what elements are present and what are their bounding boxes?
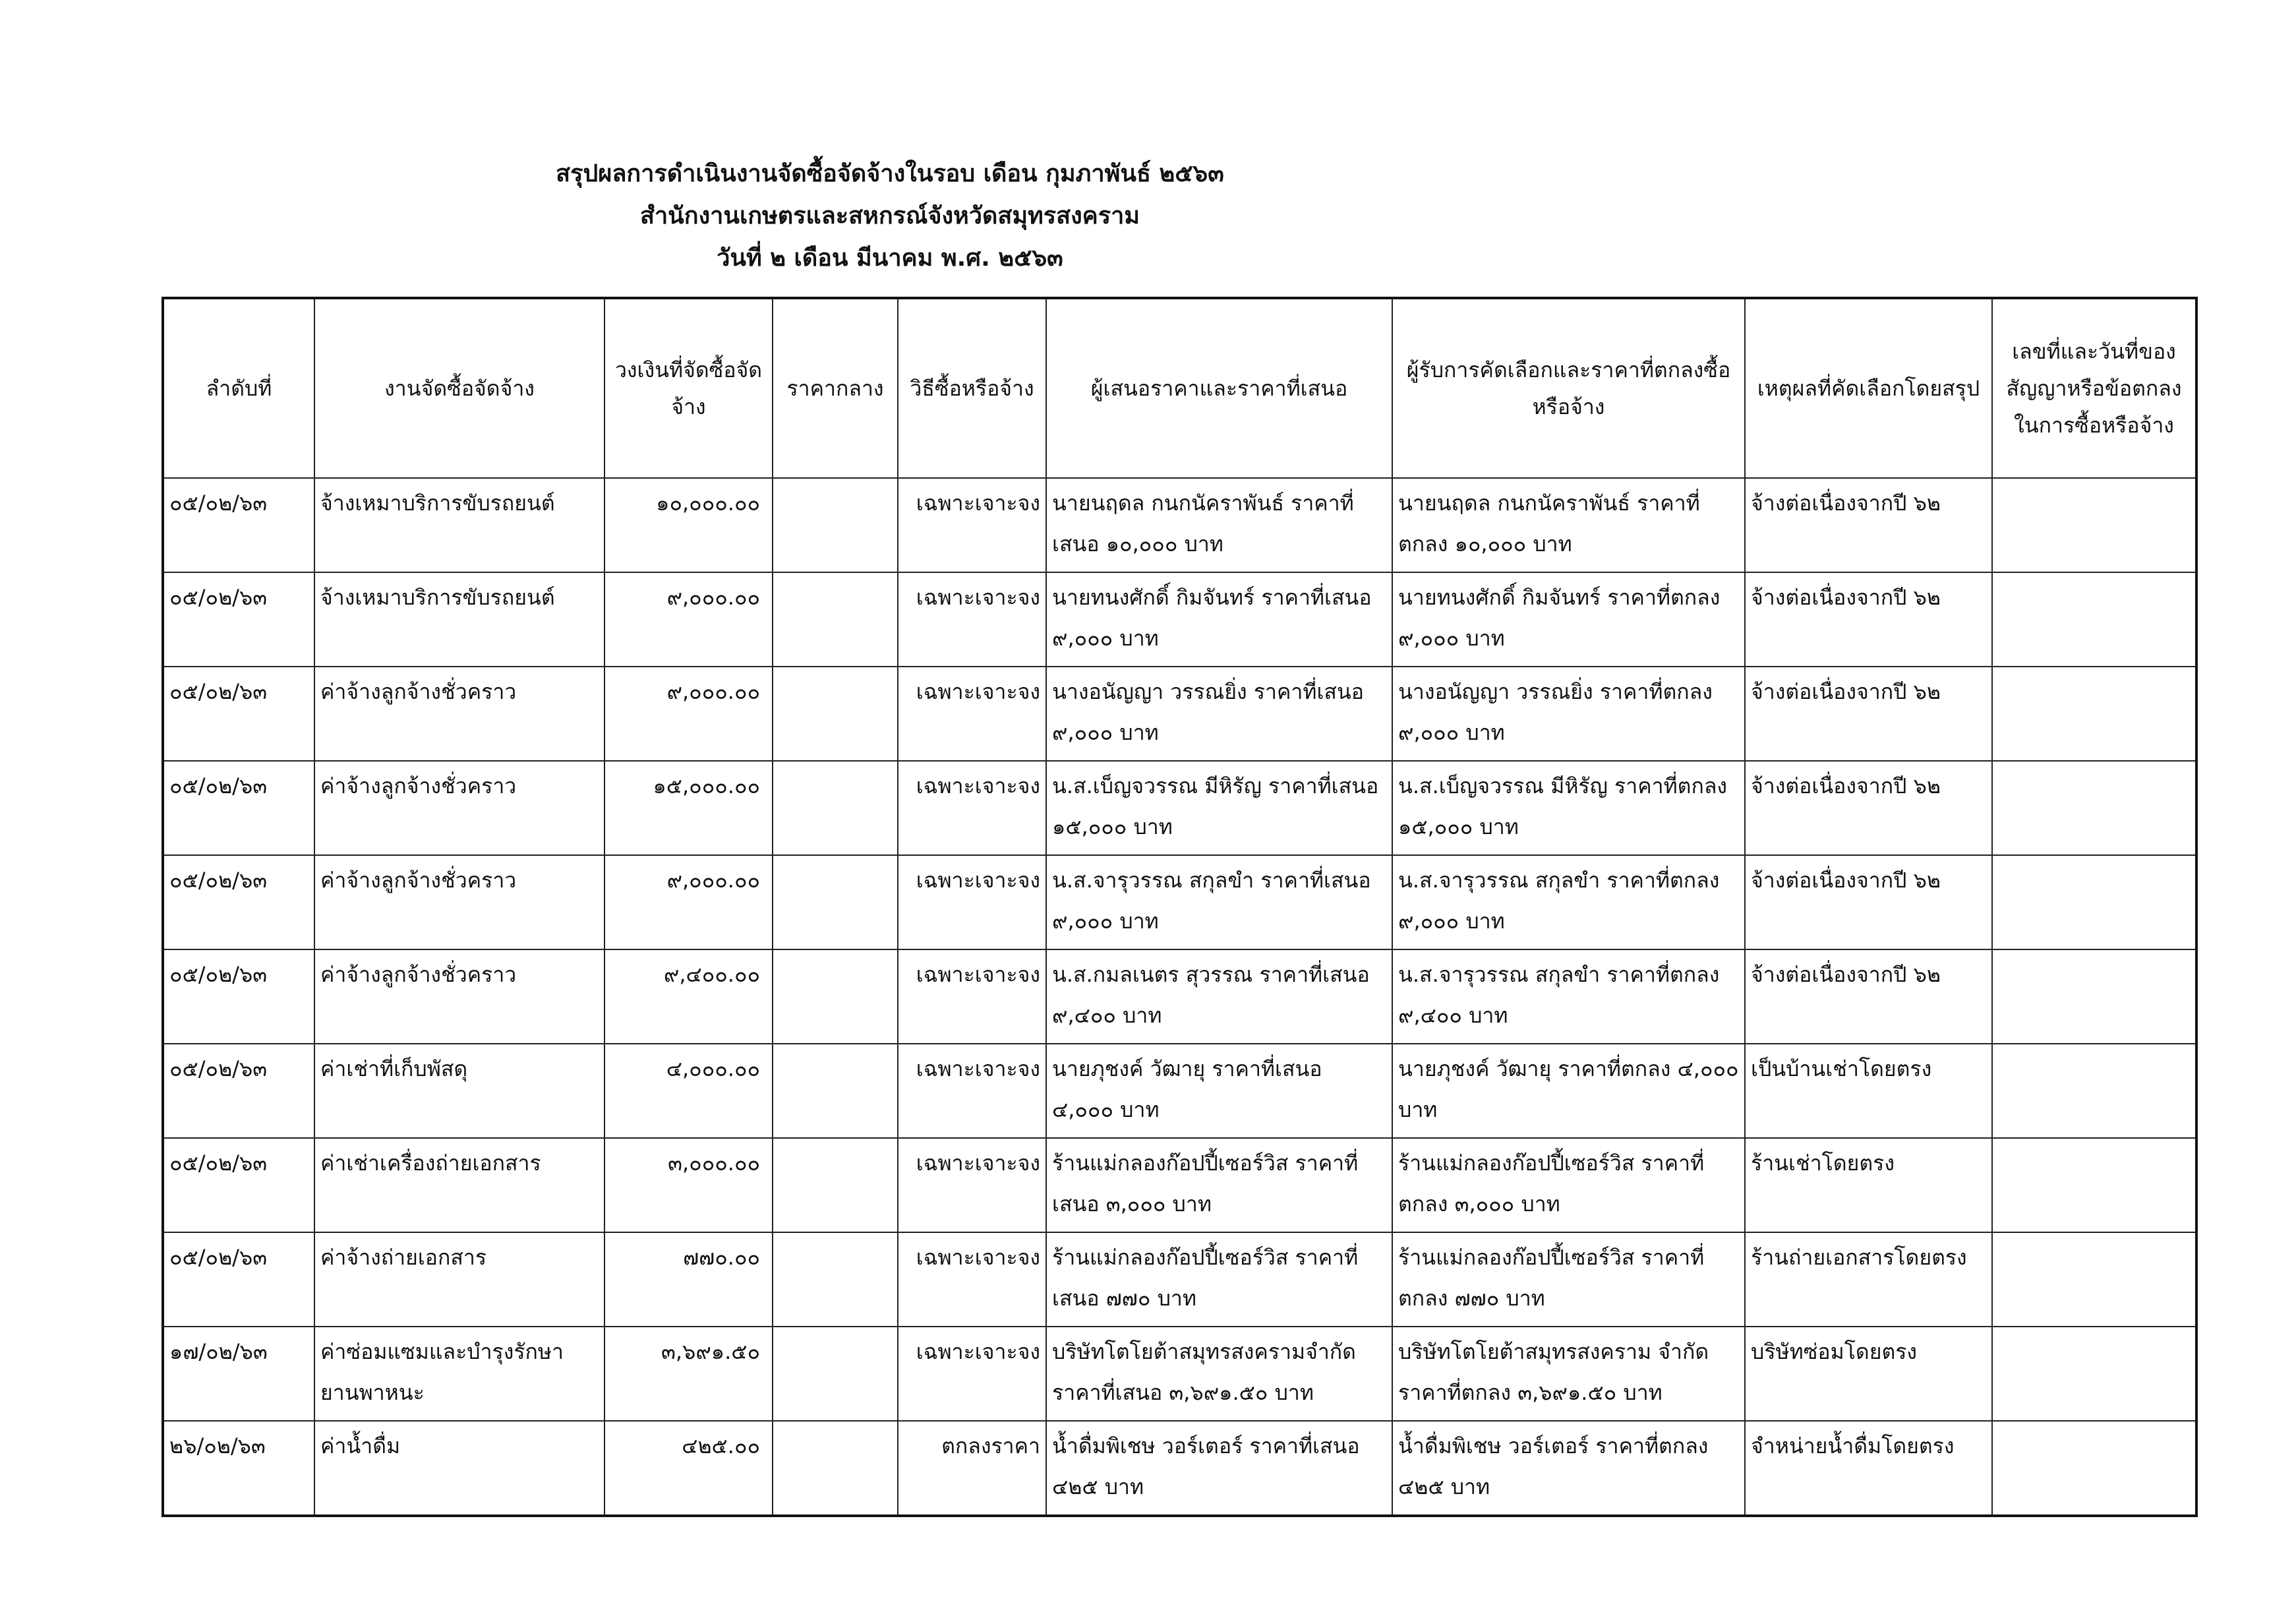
cell-bidder: น.ส.เบ็ญจวรรณ มีหิรัญ ราคาที่เสนอ ๑๕,๐๐๐ บาท — [1046, 761, 1392, 855]
cell-selected: น.ส.เบ็ญจวรรณ มีหิรัญ ราคาที่ตกลง ๑๕,๐๐๐ บาท — [1392, 761, 1745, 855]
cell-date: ๐๕/๐๒/๖๓ — [163, 1138, 314, 1232]
title-line-3: วันที่ ๒ เดือน มีนาคม พ.ศ. ๒๕๖๓ — [717, 245, 1063, 272]
table-row — [163, 1327, 2196, 1421]
cell-median-price — [773, 572, 898, 667]
cell-contract — [1992, 1327, 2196, 1421]
table-row — [163, 1232, 2196, 1327]
cell-contract — [1992, 667, 2196, 761]
cell-date: ๐๕/๐๒/๖๓ — [163, 949, 314, 1044]
cell-contract — [1992, 855, 2196, 949]
header-selected: ผู้รับการคัดเลือกและราคาที่ตกลงซื้อหรือจ้าง — [1392, 298, 1745, 478]
cell-reason: จำหน่ายน้ำดื่มโดยตรง — [1745, 1421, 1992, 1516]
cell-method: เฉพาะเจาะจง — [898, 761, 1046, 855]
cell-bidder: น.ส.กมลเนตร สุวรรณ ราคาที่เสนอ ๙,๔๐๐ บาท — [1046, 949, 1392, 1044]
cell-bidder: ร้านแม่กลองก๊อปปี้เซอร์วิส ราคาที่เสนอ ๓,๐๐๐ บาท — [1046, 1138, 1392, 1232]
cell-date: ๑๗/๐๒/๖๓ — [163, 1327, 314, 1421]
table-row — [163, 949, 2196, 1044]
cell-reason: จ้างต่อเนื่องจากปี ๖๒ — [1745, 949, 1992, 1044]
table-row — [163, 478, 2196, 572]
cell-budget: ๙,๔๐๐.๐๐ — [604, 949, 773, 1044]
cell-budget: ๑๐,๐๐๐.๐๐ — [604, 478, 773, 572]
cell-method: เฉพาะเจาะจง — [898, 478, 1046, 572]
table-row — [163, 667, 2196, 761]
cell-bidder: นายทนงศักดิ์ กิมจันทร์ ราคาที่เสนอ ๙,๐๐๐ บาท — [1046, 572, 1392, 667]
cell-method: เฉพาะเจาะจง — [898, 1327, 1046, 1421]
header-median-price: ราคากลาง — [773, 298, 898, 478]
cell-task: ค่าเช่าเครื่องถ่ายเอกสาร — [314, 1138, 604, 1232]
cell-contract — [1992, 1138, 2196, 1232]
cell-median-price — [773, 478, 898, 572]
cell-budget: ๙,๐๐๐.๐๐ — [604, 855, 773, 949]
cell-method: เฉพาะเจาะจง — [898, 1232, 1046, 1327]
cell-bidder: นายนฤดล กนกนัคราพันธ์ ราคาที่เสนอ ๑๐,๐๐๐ บาท — [1046, 478, 1392, 572]
cell-contract — [1992, 478, 2196, 572]
procurement-table — [162, 297, 2198, 1517]
cell-method: เฉพาะเจาะจง — [898, 1044, 1046, 1138]
cell-contract — [1992, 761, 2196, 855]
cell-budget: ๑๕,๐๐๐.๐๐ — [604, 761, 773, 855]
document-titles — [0, 153, 1780, 280]
cell-reason: จ้างต่อเนื่องจากปี ๖๒ — [1745, 667, 1992, 761]
cell-selected: นายทนงศักดิ์ กิมจันทร์ ราคาที่ตกลง ๙,๐๐๐ บาท — [1392, 572, 1745, 667]
cell-bidder: บริษัทโตโยต้าสมุทรสงครามจำกัด ราคาที่เสนอ ๓,๖๙๑.๕๐ บาท — [1046, 1327, 1392, 1421]
cell-task: ค่าจ้างถ่ายเอกสาร — [314, 1232, 604, 1327]
cell-method: ตกลงราคา — [898, 1421, 1046, 1516]
cell-selected: นายนฤดล กนกนัคราพันธ์ ราคาที่ตกลง ๑๐,๐๐๐ บาท — [1392, 478, 1745, 572]
cell-median-price — [773, 1138, 898, 1232]
header-bidder: ผู้เสนอราคาและราคาที่เสนอ — [1046, 298, 1392, 478]
cell-task: จ้างเหมาบริการขับรถยนต์ — [314, 478, 604, 572]
cell-reason: จ้างต่อเนื่องจากปี ๖๒ — [1745, 761, 1992, 855]
cell-median-price — [773, 855, 898, 949]
cell-median-price — [773, 1421, 898, 1516]
cell-median-price — [773, 949, 898, 1044]
cell-reason: ร้านถ่ายเอกสารโดยตรง — [1745, 1232, 1992, 1327]
cell-selected: น.ส.จารุวรรณ สกุลขำ ราคาที่ตกลง ๙,๔๐๐ บาท — [1392, 949, 1745, 1044]
table-row — [163, 855, 2196, 949]
cell-reason: จ้างต่อเนื่องจากปี ๖๒ — [1745, 572, 1992, 667]
title-line-2: สำนักงานเกษตรและสหกรณ์จังหวัดสมุทรสงคราม — [639, 202, 1140, 229]
cell-task: ค่าจ้างลูกจ้างชั่วคราว — [314, 949, 604, 1044]
cell-method: เฉพาะเจาะจง — [898, 667, 1046, 761]
procurement-table-container — [162, 297, 2198, 1517]
cell-task: ค่าจ้างลูกจ้างชั่วคราว — [314, 667, 604, 761]
cell-method: เฉพาะเจาะจง — [898, 949, 1046, 1044]
cell-bidder: นายภุชงค์ วัฒายุ ราคาที่เสนอ ๔,๐๐๐ บาท — [1046, 1044, 1392, 1138]
cell-median-price — [773, 761, 898, 855]
header-contract: เลขที่และวันที่ของสัญญาหรือข้อตกลงในการซื้อหรือจ้าง — [1992, 298, 2196, 478]
cell-contract — [1992, 1232, 2196, 1327]
cell-selected: นางอนัญญา วรรณยิ่ง ราคาที่ตกลง ๙,๐๐๐ บาท — [1392, 667, 1745, 761]
table-row — [163, 1138, 2196, 1232]
cell-method: เฉพาะเจาะจง — [898, 1138, 1046, 1232]
header-order: ลำดับที่ — [163, 298, 314, 478]
cell-method: เฉพาะเจาะจง — [898, 572, 1046, 667]
cell-contract — [1992, 1044, 2196, 1138]
header-task: งานจัดซื้อจัดจ้าง — [314, 298, 604, 478]
header-reason: เหตุผลที่คัดเลือกโดยสรุป — [1745, 298, 1992, 478]
cell-bidder: น้ำดื่มพิเชษ วอร์เตอร์ ราคาที่เสนอ ๔๒๕ บาท — [1046, 1421, 1392, 1516]
cell-contract — [1992, 1421, 2196, 1516]
cell-method: เฉพาะเจาะจง — [898, 855, 1046, 949]
table-row — [163, 572, 2196, 667]
cell-bidder: ร้านแม่กลองก๊อปปี้เซอร์วิส ราคาที่เสนอ ๗๗๐ บาท — [1046, 1232, 1392, 1327]
cell-task: ค่าซ่อมแซมและบำรุงรักษายานพาหนะ — [314, 1327, 604, 1421]
cell-selected: ร้านแม่กลองก๊อปปี้เซอร์วิส ราคาที่ตกลง ๗๗๐ บาท — [1392, 1232, 1745, 1327]
cell-median-price — [773, 667, 898, 761]
cell-selected: บริษัทโตโยต้าสมุทรสงคราม จำกัด ราคาที่ตกลง ๓,๖๙๑.๕๐ บาท — [1392, 1327, 1745, 1421]
cell-date: ๐๕/๐๒/๖๓ — [163, 761, 314, 855]
cell-date: ๐๕/๐๒/๖๓ — [163, 667, 314, 761]
cell-reason: เป็นบ้านเช่าโดยตรง — [1745, 1044, 1992, 1138]
cell-date: ๐๕/๐๒/๖๓ — [163, 1044, 314, 1138]
table-row — [163, 761, 2196, 855]
cell-bidder: น.ส.จารุวรรณ สกุลขำ ราคาที่เสนอ ๙,๐๐๐ บาท — [1046, 855, 1392, 949]
cell-date: ๐๕/๐๒/๖๓ — [163, 572, 314, 667]
cell-date: ๒๖/๐๒/๖๓ — [163, 1421, 314, 1516]
cell-date: ๐๕/๐๒/๖๓ — [163, 1232, 314, 1327]
cell-budget: ๔๒๕.๐๐ — [604, 1421, 773, 1516]
cell-bidder: นางอนัญญา วรรณยิ่ง ราคาที่เสนอ ๙,๐๐๐ บาท — [1046, 667, 1392, 761]
cell-selected: น้ำดื่มพิเชษ วอร์เตอร์ ราคาที่ตกลง ๔๒๕ บาท — [1392, 1421, 1745, 1516]
cell-reason: จ้างต่อเนื่องจากปี ๖๒ — [1745, 855, 1992, 949]
cell-date: ๐๕/๐๒/๖๓ — [163, 478, 314, 572]
cell-date: ๐๕/๐๒/๖๓ — [163, 855, 314, 949]
cell-selected: นายภุชงค์ วัฒายุ ราคาที่ตกลง ๔,๐๐๐ บาท — [1392, 1044, 1745, 1138]
cell-median-price — [773, 1327, 898, 1421]
table-body — [163, 478, 2196, 1516]
header-row — [163, 298, 2196, 478]
table-row — [163, 1044, 2196, 1138]
header-budget: วงเงินที่จัดซื้อจัดจ้าง — [604, 298, 773, 478]
cell-median-price — [773, 1232, 898, 1327]
cell-selected: ร้านแม่กลองก๊อปปี้เซอร์วิส ราคาที่ตกลง ๓,๐๐๐ บาท — [1392, 1138, 1745, 1232]
cell-task: จ้างเหมาบริการขับรถยนต์ — [314, 572, 604, 667]
cell-task: ค่าจ้างลูกจ้างชั่วคราว — [314, 855, 604, 949]
cell-task: ค่าน้ำดื่ม — [314, 1421, 604, 1516]
cell-contract — [1992, 572, 2196, 667]
title-line-1: สรุปผลการดำเนินงานจัดซื้อจัดจ้างในรอบ เดือน กุมภาพันธ์ ๒๕๖๓ — [556, 160, 1224, 187]
cell-budget: ๗๗๐.๐๐ — [604, 1232, 773, 1327]
cell-reason: จ้างต่อเนื่องจากปี ๖๒ — [1745, 478, 1992, 572]
cell-budget: ๓,๖๙๑.๕๐ — [604, 1327, 773, 1421]
cell-budget: ๙,๐๐๐.๐๐ — [604, 667, 773, 761]
header-method: วิธีซื้อหรือจ้าง — [898, 298, 1046, 478]
cell-contract — [1992, 949, 2196, 1044]
cell-reason: บริษัทซ่อมโดยตรง — [1745, 1327, 1992, 1421]
cell-budget: ๙,๐๐๐.๐๐ — [604, 572, 773, 667]
cell-budget: ๔,๐๐๐.๐๐ — [604, 1044, 773, 1138]
cell-selected: น.ส.จารุวรรณ สกุลขำ ราคาที่ตกลง ๙,๐๐๐ บาท — [1392, 855, 1745, 949]
cell-task: ค่าจ้างลูกจ้างชั่วคราว — [314, 761, 604, 855]
cell-budget: ๓,๐๐๐.๐๐ — [604, 1138, 773, 1232]
cell-median-price — [773, 1044, 898, 1138]
table-row — [163, 1421, 2196, 1516]
cell-reason: ร้านเช่าโดยตรง — [1745, 1138, 1992, 1232]
cell-task: ค่าเช่าที่เก็บพัสดุ — [314, 1044, 604, 1138]
